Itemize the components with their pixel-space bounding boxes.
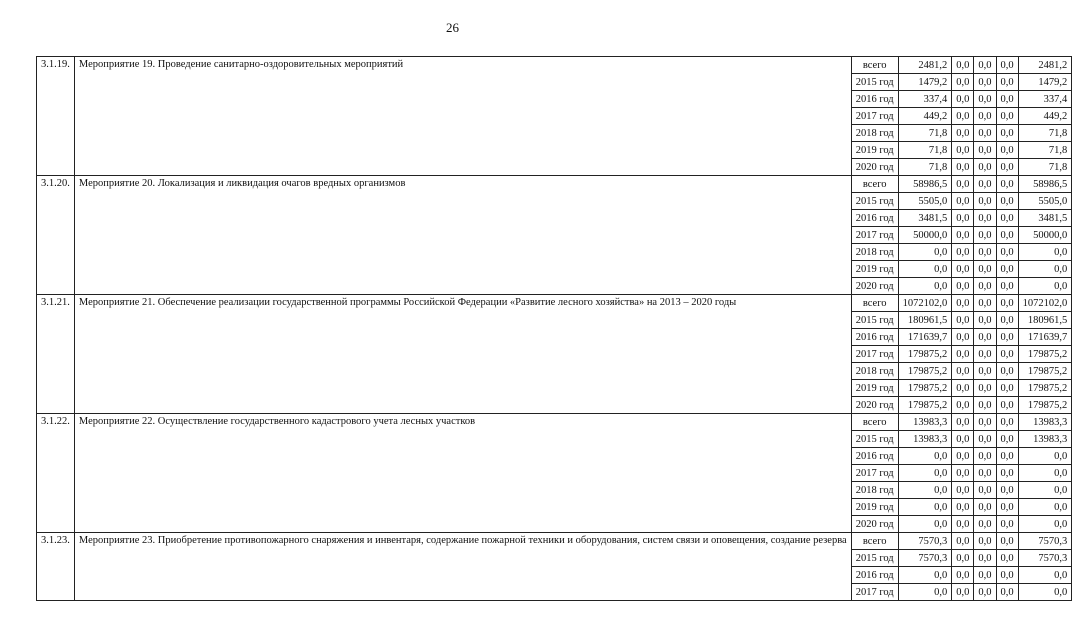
value-col2-cell: 0,0 [952,142,974,159]
value-col2-cell: 0,0 [952,465,974,482]
value-col2-cell: 0,0 [952,431,974,448]
value-total-cell: 50000,0 [898,227,952,244]
value-col4-cell: 0,0 [996,414,1018,431]
year-cell: 2019 год [851,142,898,159]
value-sum-cell: 0,0 [1018,584,1072,601]
value-col2-cell: 0,0 [952,567,974,584]
value-col3-cell: 0,0 [974,142,996,159]
value-total-cell: 179875,2 [898,363,952,380]
value-col4-cell: 0,0 [996,380,1018,397]
value-total-cell: 5505,0 [898,193,952,210]
value-total-cell: 179875,2 [898,346,952,363]
value-col3-cell: 0,0 [974,465,996,482]
year-cell: 2015 год [851,193,898,210]
year-cell: 2018 год [851,482,898,499]
value-col2-cell: 0,0 [952,193,974,210]
value-sum-cell: 171639,7 [1018,329,1072,346]
value-sum-cell: 71,8 [1018,159,1072,176]
value-col2-cell: 0,0 [952,125,974,142]
year-cell: всего [851,176,898,193]
value-col3-cell: 0,0 [974,499,996,516]
value-col2-cell: 0,0 [952,448,974,465]
year-cell: 2020 год [851,516,898,533]
value-col3-cell: 0,0 [974,346,996,363]
value-col2-cell: 0,0 [952,550,974,567]
value-col2-cell: 0,0 [952,363,974,380]
value-total-cell: 0,0 [898,278,952,295]
value-total-cell: 171639,7 [898,329,952,346]
value-sum-cell: 0,0 [1018,499,1072,516]
table-row [37,414,1072,431]
value-col4-cell: 0,0 [996,91,1018,108]
value-total-cell: 13983,3 [898,414,952,431]
value-sum-cell: 2481,2 [1018,57,1072,74]
table-row [37,57,1072,74]
value-total-cell: 180961,5 [898,312,952,329]
value-col4-cell: 0,0 [996,159,1018,176]
value-col3-cell: 0,0 [974,57,996,74]
value-col3-cell: 0,0 [974,108,996,125]
year-cell: 2016 год [851,567,898,584]
item-code: 3.1.21. [37,295,75,414]
year-cell: всего [851,295,898,312]
value-col4-cell: 0,0 [996,74,1018,91]
item-name: Мероприятие 20. Локализация и ликвидация очагов вредных организмов [74,176,851,295]
value-col4-cell: 0,0 [996,210,1018,227]
value-col3-cell: 0,0 [974,550,996,567]
value-col4-cell: 0,0 [996,108,1018,125]
value-col4-cell: 0,0 [996,397,1018,414]
value-col3-cell: 0,0 [974,448,996,465]
value-col4-cell: 0,0 [996,227,1018,244]
value-col3-cell: 0,0 [974,176,996,193]
item-code: 3.1.23. [37,533,75,601]
value-sum-cell: 180961,5 [1018,312,1072,329]
value-col3-cell: 0,0 [974,431,996,448]
value-col2-cell: 0,0 [952,176,974,193]
value-col4-cell: 0,0 [996,533,1018,550]
value-col3-cell: 0,0 [974,74,996,91]
value-col3-cell: 0,0 [974,261,996,278]
value-col2-cell: 0,0 [952,244,974,261]
value-total-cell: 0,0 [898,482,952,499]
year-cell: 2015 год [851,312,898,329]
value-col4-cell: 0,0 [996,482,1018,499]
value-sum-cell: 13983,3 [1018,414,1072,431]
value-col2-cell: 0,0 [952,210,974,227]
value-total-cell: 0,0 [898,465,952,482]
value-col4-cell: 0,0 [996,567,1018,584]
value-col4-cell: 0,0 [996,499,1018,516]
value-col3-cell: 0,0 [974,363,996,380]
value-col4-cell: 0,0 [996,431,1018,448]
value-sum-cell: 13983,3 [1018,431,1072,448]
value-col2-cell: 0,0 [952,278,974,295]
year-cell: 2019 год [851,499,898,516]
value-sum-cell: 179875,2 [1018,397,1072,414]
value-col2-cell: 0,0 [952,414,974,431]
value-col3-cell: 0,0 [974,193,996,210]
value-sum-cell: 337,4 [1018,91,1072,108]
value-col3-cell: 0,0 [974,380,996,397]
value-col4-cell: 0,0 [996,584,1018,601]
item-name: Мероприятие 23. Приобретение противопожарного снаряжения и инвентаря, содержание пожарной техники и оборудования, систем связи и оповещения, создание резерва [74,533,851,601]
value-col2-cell: 0,0 [952,380,974,397]
value-col4-cell: 0,0 [996,278,1018,295]
year-cell: 2016 год [851,329,898,346]
value-col3-cell: 0,0 [974,312,996,329]
value-col4-cell: 0,0 [996,295,1018,312]
value-col3-cell: 0,0 [974,125,996,142]
value-sum-cell: 50000,0 [1018,227,1072,244]
value-col2-cell: 0,0 [952,516,974,533]
item-name: Мероприятие 22. Осуществление государственного кадастрового учета лесных участков [74,414,851,533]
year-cell: 2018 год [851,363,898,380]
value-total-cell: 0,0 [898,261,952,278]
value-sum-cell: 5505,0 [1018,193,1072,210]
value-col4-cell: 0,0 [996,261,1018,278]
value-sum-cell: 0,0 [1018,567,1072,584]
value-sum-cell: 0,0 [1018,482,1072,499]
year-cell: 2020 год [851,159,898,176]
value-total-cell: 71,8 [898,159,952,176]
value-col2-cell: 0,0 [952,584,974,601]
value-sum-cell: 58986,5 [1018,176,1072,193]
year-cell: 2020 год [851,397,898,414]
value-sum-cell: 0,0 [1018,465,1072,482]
value-sum-cell: 0,0 [1018,516,1072,533]
year-cell: 2017 год [851,584,898,601]
value-total-cell: 3481,5 [898,210,952,227]
value-total-cell: 71,8 [898,125,952,142]
value-sum-cell: 7570,3 [1018,533,1072,550]
value-total-cell: 0,0 [898,516,952,533]
value-col4-cell: 0,0 [996,363,1018,380]
value-col4-cell: 0,0 [996,346,1018,363]
year-cell: 2018 год [851,125,898,142]
value-total-cell: 0,0 [898,584,952,601]
year-cell: 2017 год [851,108,898,125]
year-cell: 2015 год [851,74,898,91]
value-sum-cell: 1072102,0 [1018,295,1072,312]
year-cell: 2016 год [851,91,898,108]
value-total-cell: 0,0 [898,448,952,465]
value-col3-cell: 0,0 [974,159,996,176]
table-row [37,533,1072,550]
value-col4-cell: 0,0 [996,176,1018,193]
year-cell: 2015 год [851,550,898,567]
year-cell: 2016 год [851,210,898,227]
value-col2-cell: 0,0 [952,159,974,176]
page-number: 26 [446,20,459,35]
value-col2-cell: 0,0 [952,533,974,550]
value-col2-cell: 0,0 [952,346,974,363]
year-cell: 2015 год [851,431,898,448]
value-col4-cell: 0,0 [996,550,1018,567]
year-cell: 2020 год [851,278,898,295]
value-total-cell: 13983,3 [898,431,952,448]
value-col4-cell: 0,0 [996,448,1018,465]
value-total-cell: 7570,3 [898,550,952,567]
value-total-cell: 179875,2 [898,397,952,414]
value-col2-cell: 0,0 [952,74,974,91]
value-col4-cell: 0,0 [996,465,1018,482]
value-col3-cell: 0,0 [974,210,996,227]
value-col4-cell: 0,0 [996,244,1018,261]
value-total-cell: 7570,3 [898,533,952,550]
value-total-cell: 449,2 [898,108,952,125]
value-col3-cell: 0,0 [974,329,996,346]
value-col2-cell: 0,0 [952,91,974,108]
value-col3-cell: 0,0 [974,584,996,601]
year-cell: 2017 год [851,465,898,482]
item-code: 3.1.20. [37,176,75,295]
year-cell: всего [851,533,898,550]
value-col3-cell: 0,0 [974,91,996,108]
value-total-cell: 1072102,0 [898,295,952,312]
year-cell: 2018 год [851,244,898,261]
value-col3-cell: 0,0 [974,278,996,295]
year-cell: всего [851,414,898,431]
value-col3-cell: 0,0 [974,227,996,244]
value-col2-cell: 0,0 [952,329,974,346]
value-total-cell: 337,4 [898,91,952,108]
value-total-cell: 71,8 [898,142,952,159]
value-sum-cell: 179875,2 [1018,363,1072,380]
value-total-cell: 1479,2 [898,74,952,91]
value-sum-cell: 0,0 [1018,261,1072,278]
value-col4-cell: 0,0 [996,125,1018,142]
value-sum-cell: 1479,2 [1018,74,1072,91]
value-col4-cell: 0,0 [996,516,1018,533]
value-sum-cell: 179875,2 [1018,380,1072,397]
value-sum-cell: 71,8 [1018,142,1072,159]
budget-table [36,56,1072,601]
year-cell: 2019 год [851,380,898,397]
value-sum-cell: 0,0 [1018,448,1072,465]
item-name: Мероприятие 19. Проведение санитарно-оздоровительных мероприятий [74,57,851,176]
value-sum-cell: 0,0 [1018,278,1072,295]
value-sum-cell: 7570,3 [1018,550,1072,567]
year-cell: 2016 год [851,448,898,465]
year-cell: 2017 год [851,346,898,363]
value-col3-cell: 0,0 [974,482,996,499]
value-total-cell: 58986,5 [898,176,952,193]
year-cell: всего [851,57,898,74]
value-sum-cell: 3481,5 [1018,210,1072,227]
value-col4-cell: 0,0 [996,329,1018,346]
value-col3-cell: 0,0 [974,516,996,533]
value-total-cell: 0,0 [898,499,952,516]
value-total-cell: 179875,2 [898,380,952,397]
value-col3-cell: 0,0 [974,295,996,312]
value-sum-cell: 449,2 [1018,108,1072,125]
value-col2-cell: 0,0 [952,261,974,278]
value-sum-cell: 179875,2 [1018,346,1072,363]
value-total-cell: 0,0 [898,567,952,584]
value-col3-cell: 0,0 [974,533,996,550]
value-col3-cell: 0,0 [974,414,996,431]
table-row [37,176,1072,193]
item-code: 3.1.19. [37,57,75,176]
value-col2-cell: 0,0 [952,397,974,414]
value-col3-cell: 0,0 [974,567,996,584]
value-col4-cell: 0,0 [996,193,1018,210]
value-col2-cell: 0,0 [952,57,974,74]
value-col2-cell: 0,0 [952,482,974,499]
value-col2-cell: 0,0 [952,108,974,125]
value-col4-cell: 0,0 [996,312,1018,329]
value-col2-cell: 0,0 [952,295,974,312]
item-code: 3.1.22. [37,414,75,533]
value-total-cell: 0,0 [898,244,952,261]
year-cell: 2019 год [851,261,898,278]
value-total-cell: 2481,2 [898,57,952,74]
item-name: Мероприятие 21. Обеспечение реализации государственной программы Российской Федерации «Развитие лесного хозяйства» на 2013 – 2020 годы [74,295,851,414]
value-col3-cell: 0,0 [974,397,996,414]
value-col2-cell: 0,0 [952,499,974,516]
value-col4-cell: 0,0 [996,142,1018,159]
year-cell: 2017 год [851,227,898,244]
value-col2-cell: 0,0 [952,227,974,244]
value-sum-cell: 71,8 [1018,125,1072,142]
table-row [37,295,1072,312]
value-col2-cell: 0,0 [952,312,974,329]
value-col4-cell: 0,0 [996,57,1018,74]
value-sum-cell: 0,0 [1018,244,1072,261]
value-col3-cell: 0,0 [974,244,996,261]
